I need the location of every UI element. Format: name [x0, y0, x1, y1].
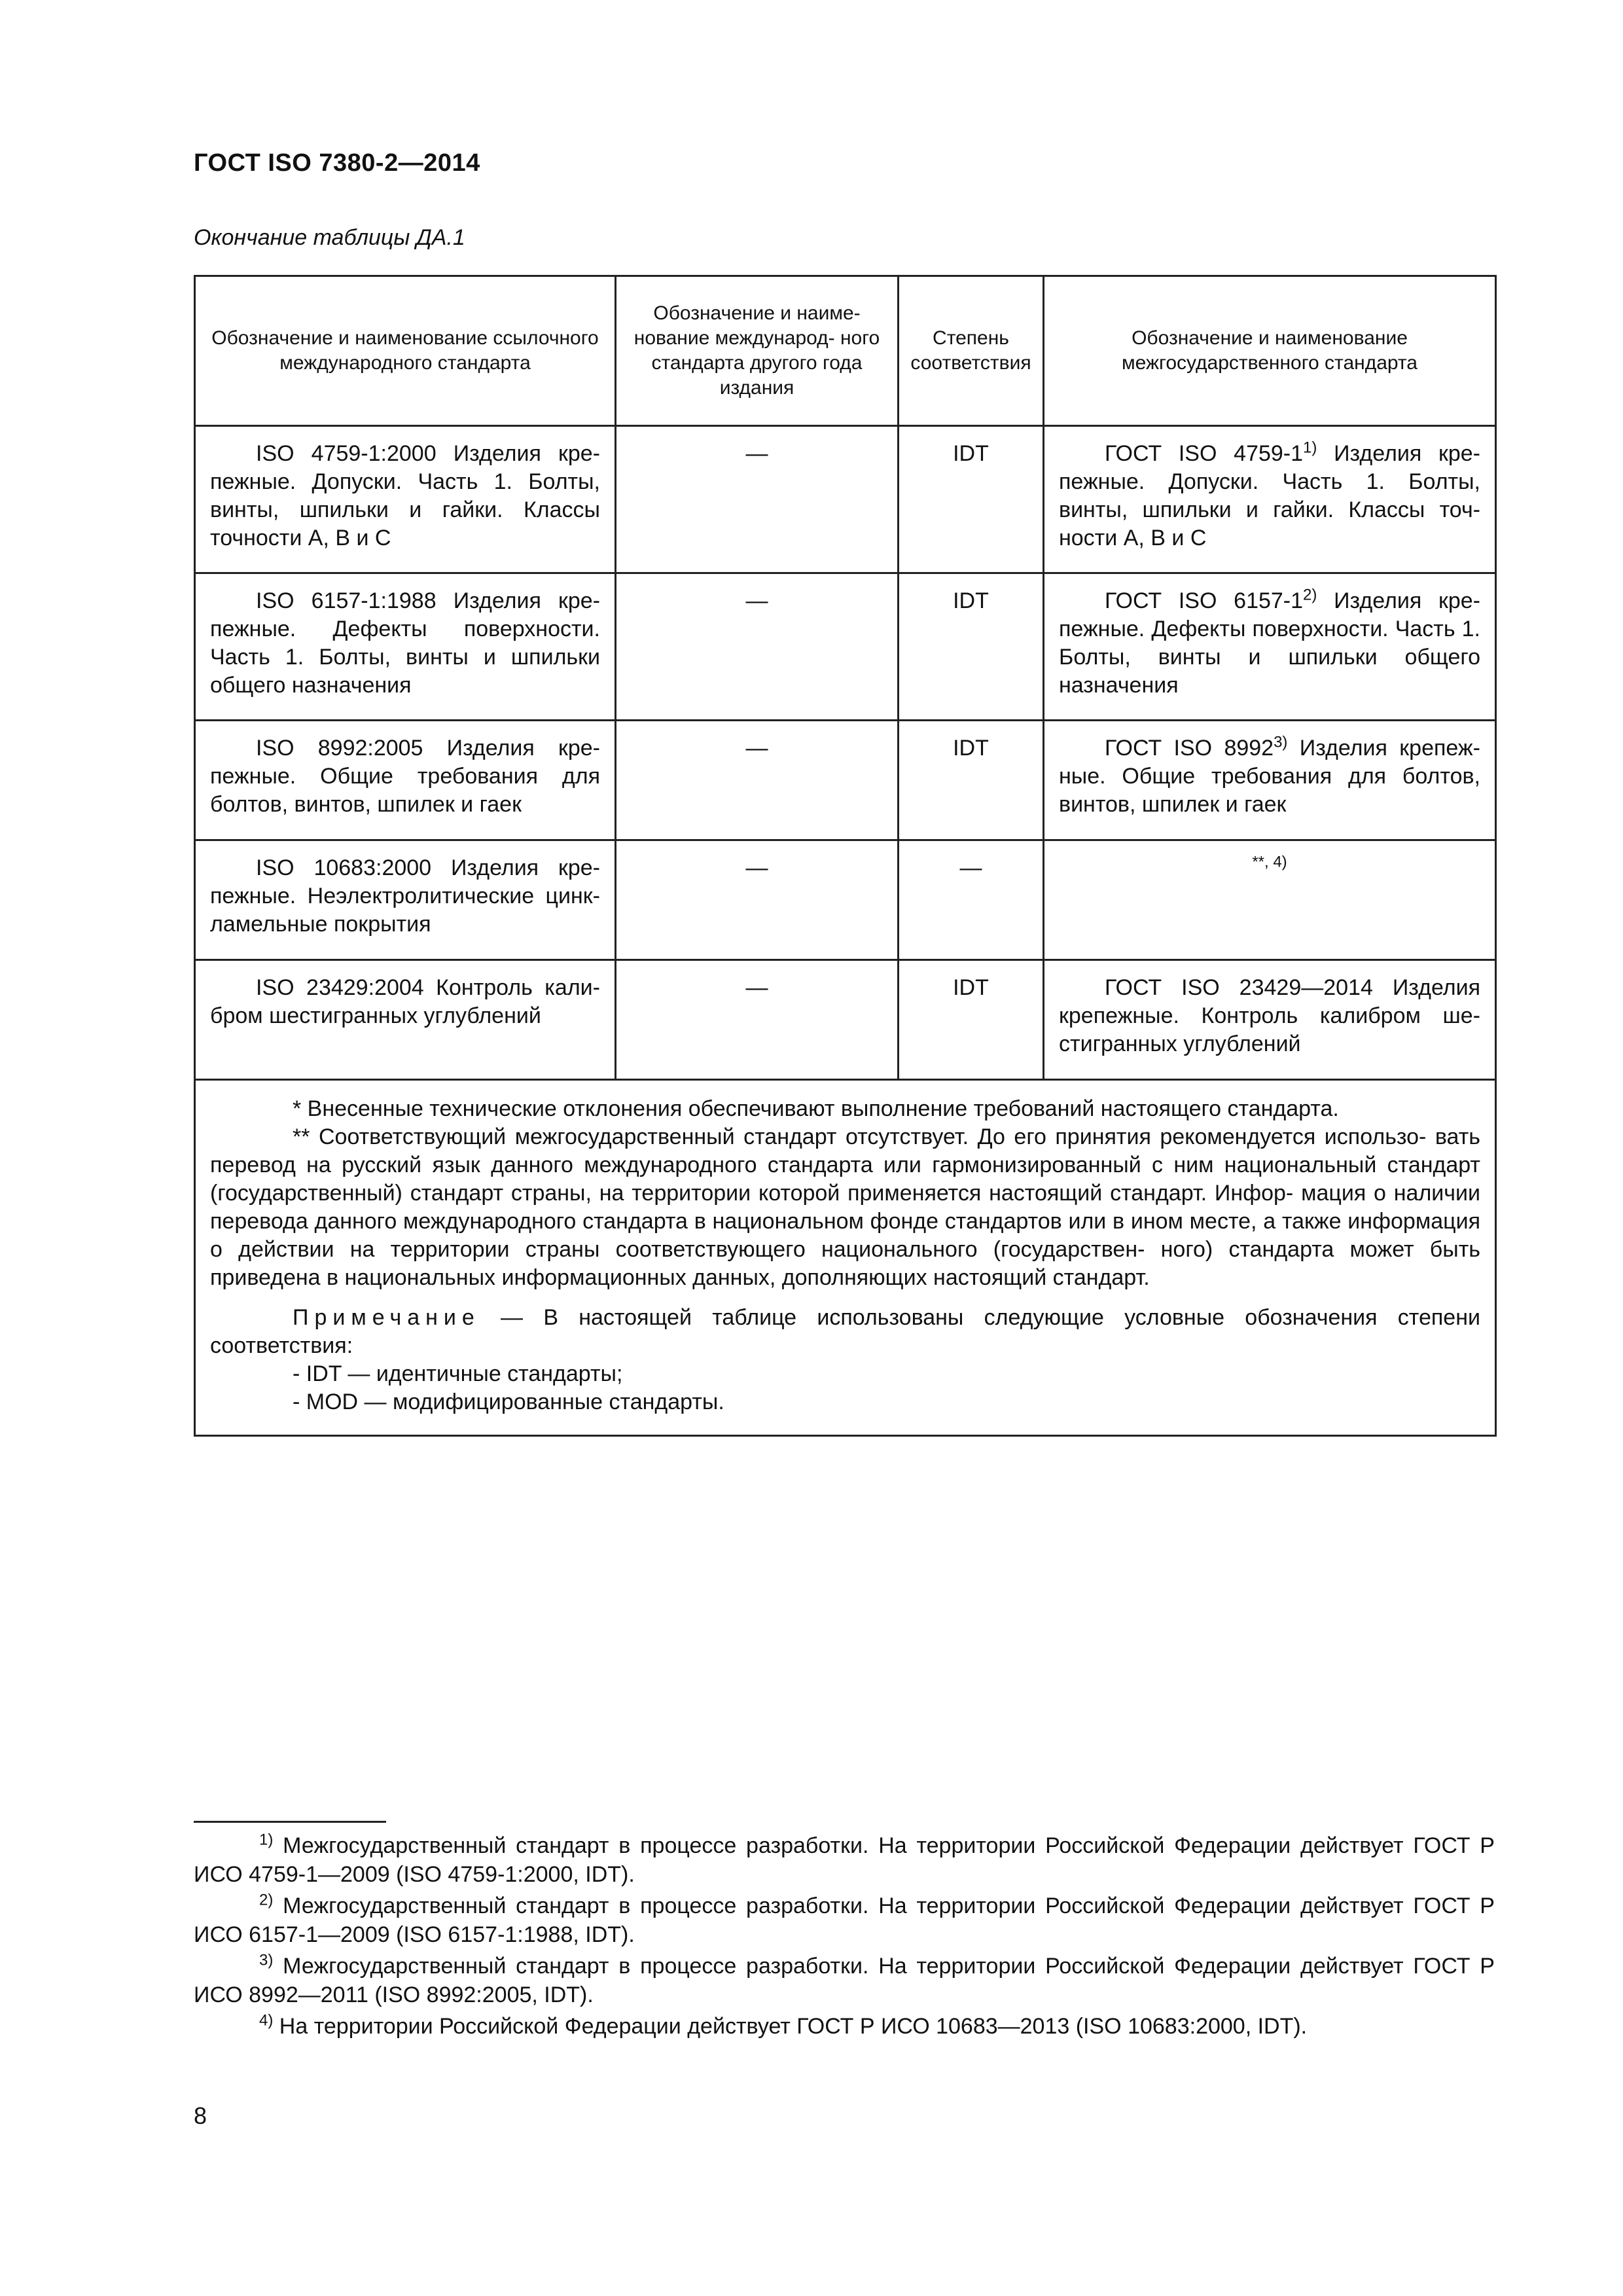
- reference-standard-cell: [195, 426, 616, 573]
- table-header-row: [195, 276, 1496, 426]
- absent-standard-mark: **, 4): [1252, 853, 1287, 871]
- table-row: [195, 573, 1496, 721]
- footnote-text: Межгосударственный стандарт в процессе разработки. На территории Российской Федерации действует ГОСТ Р ИСО 4759-1—2009 (ISO 4759-1:2000, IDT).: [194, 1833, 1495, 1887]
- degree-cell: IDT: [899, 426, 1044, 573]
- table-notes-row: [195, 1080, 1496, 1436]
- reference-standard-text: ISO 23429:2004 Контроль кали- бром шестигранных углублений: [210, 975, 600, 1028]
- degree-cell: IDT: [899, 721, 1044, 840]
- footnote-ref: 2): [1303, 586, 1317, 604]
- footnote-2: [194, 1892, 1495, 1949]
- table-row: [195, 721, 1496, 840]
- interstate-standard-cell: [1044, 573, 1496, 721]
- footnote-ref: 3): [1274, 733, 1288, 751]
- gost-code: ГОСТ ISO 4759-1: [1105, 441, 1304, 466]
- other-year-cell: —: [616, 426, 899, 573]
- note-text: — В настоящей таблице использованы следующие условные обозначения степени соответствия:: [210, 1305, 1480, 1358]
- footnote-mark: 1): [259, 1831, 274, 1849]
- footnote-1: [194, 1831, 1495, 1889]
- other-year-cell: —: [616, 840, 899, 960]
- degree-cell: —: [899, 840, 1044, 960]
- table-row: [195, 960, 1496, 1080]
- footnote-text: На территории Российской Федерации действует ГОСТ Р ИСО 10683—2013 (ISO 10683:2000, IDT).: [273, 2014, 1308, 2039]
- footnote-separator: [194, 1821, 386, 1823]
- interstate-standard-cell: [1044, 840, 1496, 960]
- gost-code: ГОСТ ISO 23429—2014: [1105, 975, 1373, 1000]
- legend-item-idt: - IDT — идентичные стандарты;: [293, 1361, 623, 1386]
- reference-standard-text: ISO 8992:2005 Изделия кре- пежные. Общие требования для болтов, винтов, шпилек и гаек: [210, 736, 600, 817]
- table-caption: Окончание таблицы ДА.1: [194, 225, 465, 250]
- column-header-degree: Степень соответствия: [899, 276, 1044, 426]
- other-year-cell: —: [616, 960, 899, 1080]
- footnote-mark: 2): [259, 1891, 274, 1909]
- degree-cell: IDT: [899, 960, 1044, 1080]
- column-header-interstate: Обозначение и наименование межгосударственного стандарта: [1044, 276, 1496, 426]
- legend-item-mod: - MOD — модифицированные стандарты.: [293, 1390, 724, 1414]
- standards-correspondence-table: [194, 275, 1497, 1437]
- reference-standard-cell: [195, 573, 616, 721]
- table-notes: [195, 1080, 1496, 1436]
- gost-title: Изделия кре- пежные. Дефекты поверхности. Часть 1. Болты, винты и шпильки общего назначения: [1059, 588, 1480, 698]
- gost-title: Изделия крепежные. Контроль калибром ше- стигранных углублений: [1059, 975, 1480, 1056]
- document-code-header: ГОСТ ISO 7380-2—2014: [194, 149, 480, 177]
- note-legend: [210, 1304, 1480, 1360]
- footnote-ref: 1): [1303, 439, 1317, 457]
- footnote-3: [194, 1952, 1495, 2009]
- reference-standard-cell: [195, 960, 616, 1080]
- gost-title: Изделия крепеж- ные. Общие требования для болтов, винтов, шпилек и гаек: [1059, 736, 1480, 817]
- note-label: Примечание: [293, 1305, 480, 1330]
- footnote-mark: 3): [259, 1951, 274, 1969]
- column-header-reference: Обозначение и наименование ссылочного международного стандарта: [195, 276, 616, 426]
- gost-title: Изделия кре- пежные. Допуски. Часть 1. Болты, винты, шпильки и гайки. Классы точ- ности А, В и С: [1059, 441, 1480, 550]
- table-row: [195, 840, 1496, 960]
- degree-cell: IDT: [899, 573, 1044, 721]
- column-header-other-year: Обозначение и наиме- нование международ- ного стандарта другого года издания: [616, 276, 899, 426]
- footnote-4: [194, 2012, 1495, 2041]
- footnote-text: Межгосударственный стандарт в процессе разработки. На территории Российской Федерации действует ГОСТ Р ИСО 6157-1—2009 (ISO 6157-1:1988, IDT).: [194, 1893, 1495, 1947]
- reference-standard-text: ISO 10683:2000 Изделия кре- пежные. Неэлектролитические цинк-ламельные покрытия: [210, 855, 600, 937]
- other-year-cell: —: [616, 573, 899, 721]
- interstate-standard-cell: [1044, 960, 1496, 1080]
- note-absent-standard: ** Соответствующий межгосударственный стандарт отсутствует. До его принятия рекомендуется использо- вать перевод на русский язык данного международного стандарта или гармонизированный с ним национальный стандарт (государственный) стандарт страны, на территории которой применяется настоящий стандарт. Инфор- мация о наличии перевода данного международного стандарта в национальном фонде стандартов или в ином месте, а также информация о действии на территории страны соответствующего национального (государствен- ного) стандарта может быть приведена в национальных информационных данных, дополняющих настоящий стандарт.: [210, 1124, 1480, 1290]
- reference-standard-cell: [195, 721, 616, 840]
- note-deviations: * Внесенные технические отклонения обеспечивают выполнение требований настоящего стандарта.: [293, 1096, 1339, 1121]
- reference-standard-text: ISO 6157-1:1988 Изделия кре- пежные. Дефекты поверхности. Часть 1. Болты, винты и шпильки общего назначения: [210, 588, 600, 698]
- footnote-text: Межгосударственный стандарт в процессе разработки. На территории Российской Федерации действует ГОСТ Р ИСО 8992—2011 (ISO 8992:2005, IDT).: [194, 1954, 1495, 2007]
- interstate-standard-cell: [1044, 426, 1496, 573]
- other-year-cell: —: [616, 721, 899, 840]
- gost-code: ГОСТ ISO 6157-1: [1105, 588, 1304, 613]
- table-row: [195, 426, 1496, 573]
- reference-standard-text: ISO 4759-1:2000 Изделия кре- пежные. Допуски. Часть 1. Болты, винты, шпильки и гайки. Классы точности А, В и С: [210, 441, 600, 550]
- reference-standard-cell: [195, 840, 616, 960]
- footnotes: [194, 1831, 1495, 2043]
- interstate-standard-cell: [1044, 721, 1496, 840]
- gost-code: ГОСТ ISO 8992: [1105, 736, 1274, 761]
- footnote-mark: 4): [259, 2011, 274, 2030]
- page-number: 8: [194, 2102, 207, 2129]
